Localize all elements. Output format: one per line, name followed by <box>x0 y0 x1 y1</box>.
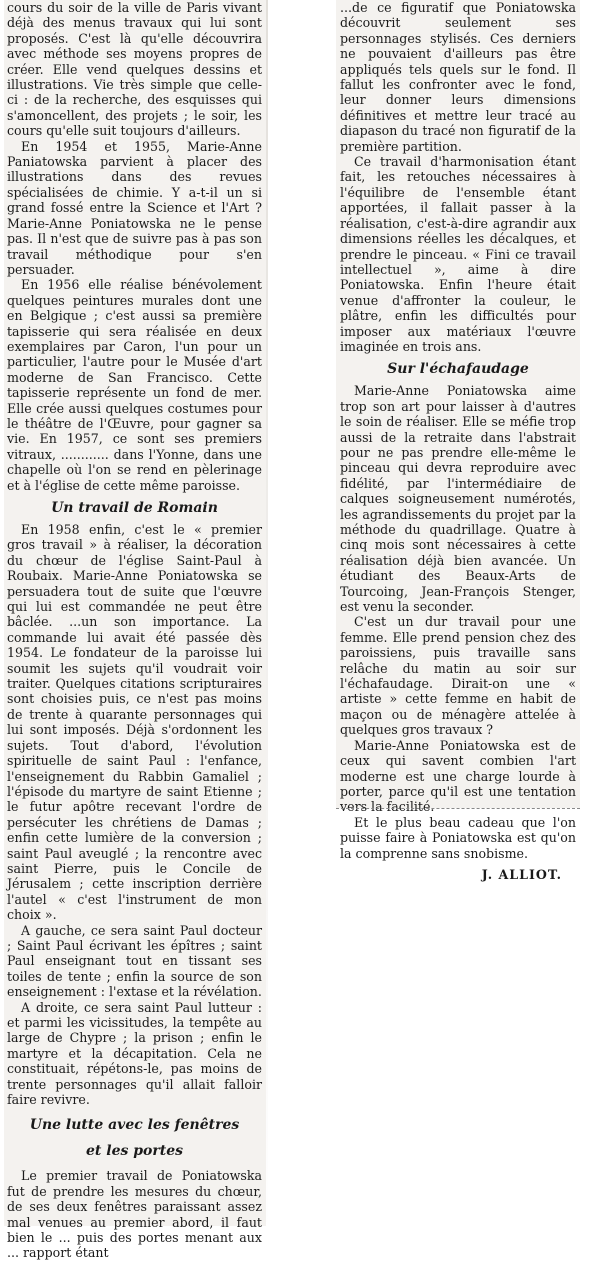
section-heading-lutte-line-1: Une lutte avec les fenêtres <box>29 1117 240 1134</box>
left-paragraph-6: A droite, ce sera saint Paul lutteur : et parmi les vicissitudes, la tempête au large de Chypre ; la prison ; enfin le martyre et la décapitation. Cela ne constituait, répétons-le, pas moins de trente personnages qu'il allait falloir faire revivre. <box>7 999 262 1108</box>
section-heading-travail-de-romain: Un travail de Romain <box>51 500 218 516</box>
left-paragraph-5: A gauche, ce sera saint Paul docteur ; Saint Paul écrivant les épîtres ; saint Paul enseignant tout en tissant ses toiles de tente ; enfin la source de son enseignement : l'extase et la révélation. <box>7 922 262 1000</box>
clipping-bottom-edge <box>336 808 580 810</box>
left-paragraph-3: En 1956 elle réalise bénévolement quelques peintures murales dont une en Belgique ; c'est aussi sa première tapisserie qui sera réalisée en deux exemplaires par Caron, l'un pour un particulier, l'autre pour le Musée d'art moderne de San Francisco. Cette tapisserie représente un fond de mer. Elle crée aussi quelques costumes pour le théâtre de l'Œuvre, pour gagner sa vie. En 1957, ce sont ses premiers vitraux, ............ dans l'Yonne, dans une chapelle où l'on se rend en pèlerinage et à l'église de cette même paroisse. <box>7 277 262 493</box>
left-paragraph-7: Le premier travail de Poniatowska fut de prendre les mesures du chœur, de ses deux fenêtres paraissant assez mal venues au premier abord, il faut bien le ... puis des portes menant aux ... rapport étant <box>7 1168 262 1261</box>
right-paragraph-2: Ce travail d'harmonisation étant fait, les retouches nécessaires à l'équilibre de l'ensemble étant apportées, il fallait passer à la réalisation, c'est-à-dire agrandir aux dimensions réelles les décalques, et prendre le pinceau. « Fini ce travail intellectuel », aime à dire Poniatowska. Enfin l'heure était venue d'affronter la couleur, le plâtre, enfin les difficultés pour imposer aux matériaux l'œuvre imaginée en trois ans. <box>340 154 576 354</box>
section-heading-lutte-fenetres <box>7 1116 262 1160</box>
author-signature: J. ALLIOT. <box>481 866 562 882</box>
left-column <box>4 0 266 1261</box>
section-heading-echafaudage: Sur l'échafaudage <box>387 361 529 378</box>
right-paragraph-6: Et le plus beau cadeau que l'on puisse faire à Poniatowska est qu'on la comprenne sans snobisme. <box>340 814 576 861</box>
right-paragraph-4: C'est un dur travail pour une femme. Elle prend pension chez des paroissiens, puis travaille sans relâche du matin au soir sur l'échafaudage. Dirait-on une « artiste » cette femme en habit de maçon ou de ménagère attelée à quelques gros travaux ? <box>340 614 576 738</box>
right-paragraph-5: Marie-Anne Poniatowska est de ceux qui savent combien l'art moderne est une charge lourde à porter, parce qu'il est une tentation vers la facilité. <box>340 737 576 815</box>
right-column <box>336 0 580 882</box>
right-paragraph-3: Marie-Anne Poniatowska aime trop son art pour laisser à d'autres le soin de réaliser. Elle se méfie trop aussi de la retraite dans l'abstrait pour ne pas prendre elle-même le pinceau qui devra reproduire avec fidélité, par l'intermédiaire de calques soigneusement numérotés, les agrandissements du projet par la méthode du quadrillage. Quatre à cinq mois sont nécessaires à cette réalisation déjà bien avancée. Un étudiant des Beaux-Arts de Tourcoing, Jean-François Stenger, est venu la seconder. <box>340 383 576 615</box>
left-paragraph-2: En 1954 et 1955, Marie-Anne Paniatowska parvient à placer des illustrations dans des revues spécialisées de chimie. Y a-t-il un si grand fossé entre la Science et l'Art ? Marie-Anne Poniatowska ne le pense pas. Il n'est que de suivre pas à pas son travail méthodique pour s'en persuader. <box>7 138 262 277</box>
left-paragraph-1: cours du soir de la ville de Paris vivant déjà des menus travaux qui lui sont proposés. C'est là qu'elle découvrira avec méthode ses moyens propres de créer. Elle vend quelques dessins et illustrations. Vie très simple que celle-ci : de la recherche, des esquisses qui s'amoncellent, des projets ; le soir, les cours qu'elle suit toujours d'ailleurs. <box>7 0 262 139</box>
right-paragraph-1: ...de ce figuratif que Poniatowska découvrit seulement ses personnages stylisés. Ces derniers ne pouvaient d'ailleurs pas être appliqués tels quels sur le fond. Il fallut les confronter avec le fond, leur donner leurs dimensions définitives et mettre leur tracé au diapason du tracé non figuratif de la première partition. <box>340 0 576 154</box>
section-heading-lutte-line-2: et les portes <box>86 1143 183 1160</box>
page-fold-edge <box>266 0 268 1236</box>
left-paragraph-4: En 1958 enfin, c'est le « premier gros travail » à réaliser, la décoration du chœur de l'église Saint-Paul à Roubaix. Marie-Anne Poniatowska se persuadera tout de suite que l'œuvre qui lui est commandée ne peut être bâclée. ...un son importance. La commande lui avait été passée dès 1954. Le fondateur de la paroisse lui soumit les sujets qu'il voudrait voir traiter. Quelques citations scripturaires sont choisies puis, ce n'est pas moins de trente à quarante personnages qui lui sont imposés. Déjà s'ordonnent les sujets. Tout d'abord, l'évolution spirituelle de saint Paul : l'enfance, l'enseignement du Rabbin Gamaliel ; l'épisode du martyre de saint Etienne ; le futur apôtre recevant l'ordre de persécuter les chrétiens de Damas ; enfin cette lumière de la conversion ; saint Paul aveuglé ; la rencontre avec saint Pierre, puis le Concile de Jérusalem ; cette inscription derrière l'autel « c'est l'instrument de mon choix ». <box>7 522 262 923</box>
